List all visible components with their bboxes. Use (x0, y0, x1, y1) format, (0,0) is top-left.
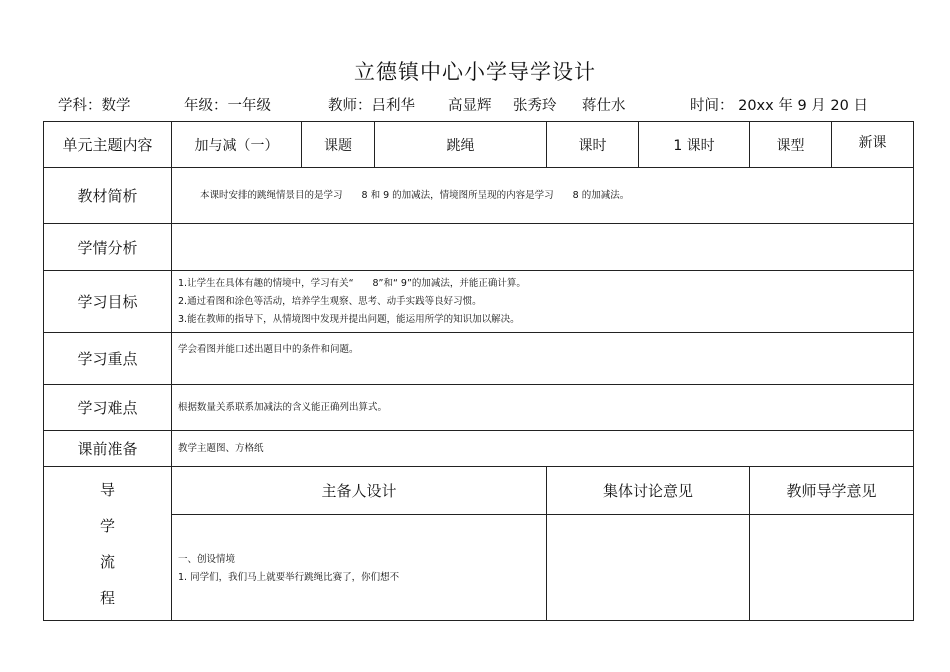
flow-char: 流 (99, 552, 115, 571)
flow-content-row (44, 515, 914, 621)
discussion-content (547, 515, 750, 621)
flow-char: 程 (99, 588, 115, 607)
difficult-text: 根据数量关系联系加减法的含义能正确列出算式。 (172, 385, 914, 431)
hours-value: 1 课时 (639, 122, 750, 168)
topic-value: 跳绳 (375, 122, 547, 168)
grade-info: 年级：一年级 (184, 98, 271, 114)
key-row (44, 333, 914, 385)
teacher-name-3: 张秀玲 (513, 98, 557, 114)
guidance-header: 教师导学意见 (750, 467, 914, 515)
goals-label: 学习目标 (44, 271, 172, 333)
goal-item: 1.让学生在具体有趣的情境中，学习有关“ 8”和“ 9”的加减法，并能正确计算。 (178, 277, 526, 289)
lesson-step-item: 1. 同学们，我们马上就要举行跳绳比赛了，你们想不 (178, 572, 400, 583)
prep-label: 课前准备 (44, 431, 172, 467)
goals-row (44, 271, 914, 333)
lesson-plan-table (43, 121, 914, 621)
material-text: 本课时安排的跳绳情景目的是学习 8 和 9 的加减法，情境图所呈现的内容是学习 8 的加减法。 (172, 168, 914, 224)
type-value: 新课 (832, 122, 914, 168)
guidance-content (750, 515, 914, 621)
student-row (44, 224, 914, 271)
key-text: 学会看图并能口述出题目中的条件和问题。 (172, 333, 914, 385)
goals-cell (172, 271, 914, 333)
prep-text: 教学主题图、方格纸 (172, 431, 914, 467)
teacher-name-4: 蒋仕水 (582, 98, 626, 114)
date-info: 时间： 20xx 年 9 月 20 日 (690, 98, 868, 114)
flow-label (44, 467, 172, 621)
lesson-step: 一、创设情境 (178, 554, 236, 565)
student-label: 学情分析 (44, 224, 172, 271)
key-label: 学习重点 (44, 333, 172, 385)
prep-row (44, 431, 914, 467)
subject-info: 学科：数学 (58, 98, 131, 114)
material-label: 教材简析 (44, 168, 172, 224)
material-row (44, 168, 914, 224)
flow-header-row (44, 467, 914, 515)
flow-char: 导 (99, 480, 115, 499)
header-row (44, 122, 914, 168)
designer-header: 主备人设计 (172, 467, 547, 515)
unit-label: 单元主题内容 (44, 122, 172, 168)
difficult-label: 学习难点 (44, 385, 172, 431)
document-title: 立德镇中心小学导学设计 (354, 60, 596, 84)
teacher-info: 教师：吕利华 (328, 98, 415, 114)
teacher-name-2: 高显辉 (448, 98, 492, 114)
topic-label: 课题 (302, 122, 375, 168)
type-label: 课型 (750, 122, 832, 168)
flow-char: 学 (99, 516, 115, 535)
designer-content (172, 515, 547, 621)
student-text (172, 224, 914, 271)
goal-item: 2.通过看图和涂色等活动，培养学生观察、思考、动手实践等良好习惯。 (178, 295, 482, 307)
difficult-row (44, 385, 914, 431)
discussion-header: 集体讨论意见 (547, 467, 750, 515)
unit-value: 加与减（一） (172, 122, 302, 168)
hours-label: 课时 (547, 122, 639, 168)
goal-item: 3.能在教师的指导下，从情境图中发现并提出问题，能运用所学的知识加以解决。 (178, 313, 520, 325)
